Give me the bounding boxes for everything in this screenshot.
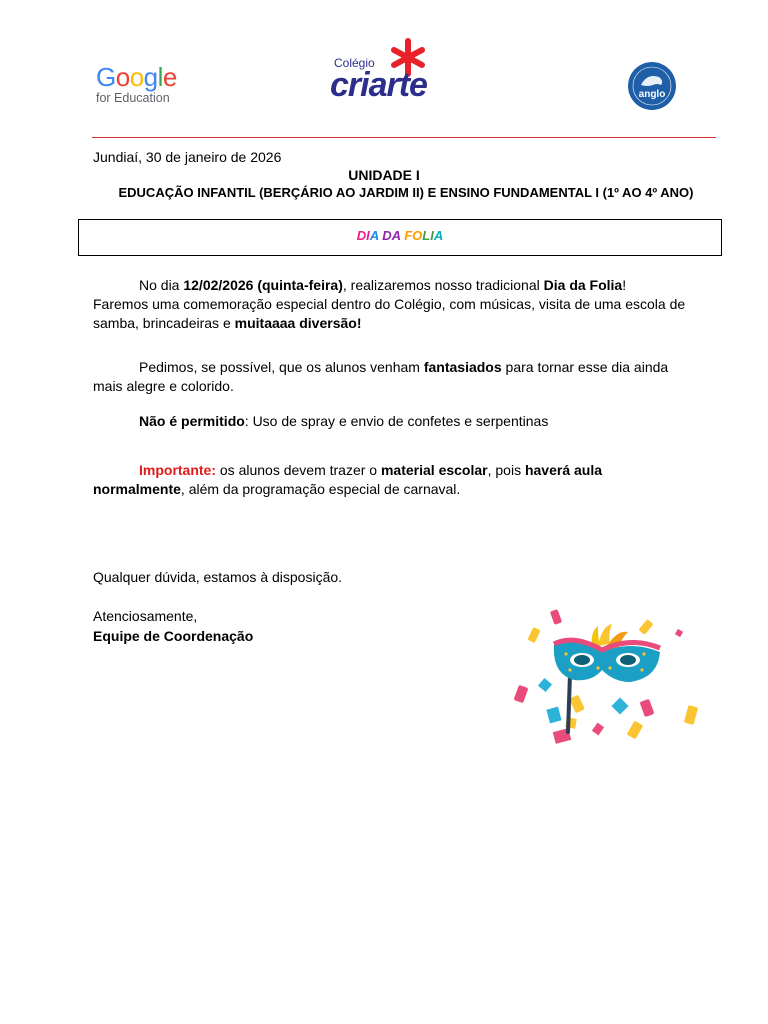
colegio-criarte-logo	[330, 38, 450, 110]
closing-line: Qualquer dúvida, estamos à disposição.	[93, 569, 343, 585]
paragraph-costumes: Pedimos, se possível, que os alunos venham fantasiados para tornar esse dia ainda mais alegre e colorido.	[93, 359, 669, 394]
title-part: DI	[356, 228, 370, 243]
anglo-label: anglo	[638, 89, 666, 100]
audience-subtitle: EDUCAÇÃO INFANTIL (BERÇÁRIO AO JARDIM II) E ENSINO FUNDAMENTAL I (1º AO 4º ANO)	[118, 185, 694, 200]
google-for-education-logo	[96, 64, 177, 105]
letter-date: Jundiaí, 30 de janeiro de 2026	[93, 149, 282, 165]
google-letter: o	[129, 62, 144, 92]
paragraph-event-date: No dia 12/02/2026 (quinta-feira), realizaremos nosso tradicional Dia da Folia! Faremos uma comemoração especial dentro do Colégio, com músicas, visita de uma escola de samba, brincadeiras e muitaaaa diversão!	[93, 277, 686, 331]
title-part: LI	[422, 228, 434, 243]
title-part: A	[369, 228, 383, 243]
title-part: FO	[404, 228, 423, 243]
unit-heading: UNIDADE I	[348, 167, 420, 183]
google-wordmark	[96, 64, 177, 90]
event-title-box	[78, 219, 722, 256]
paragraph-not-allowed: Não é permitido: Uso de spray e envio de confetes e serpentinas	[139, 413, 549, 429]
google-letter: G	[96, 62, 116, 92]
signature-line: Equipe de Coordenação	[93, 628, 254, 644]
colegio-label: Colégio	[334, 56, 375, 70]
google-letter: l	[157, 62, 163, 92]
event-title	[79, 228, 721, 243]
regards-line: Atenciosamente,	[93, 608, 198, 624]
header-divider	[92, 137, 716, 138]
paragraph-important: Importante: os alunos devem trazer o material escolar, pois haverá aula normalmente, além da programação especial de carnaval.	[93, 462, 603, 497]
anglo-logo	[627, 61, 677, 111]
title-part: DA	[382, 228, 405, 243]
google-letter: o	[115, 62, 130, 92]
criarte-wordmark: criarte	[330, 66, 427, 104]
google-letter: g	[143, 62, 158, 92]
google-letter: e	[162, 62, 177, 92]
title-part: A	[433, 228, 444, 243]
carnival-mask-icon	[510, 604, 710, 754]
for-education-label: for Education	[96, 91, 170, 105]
